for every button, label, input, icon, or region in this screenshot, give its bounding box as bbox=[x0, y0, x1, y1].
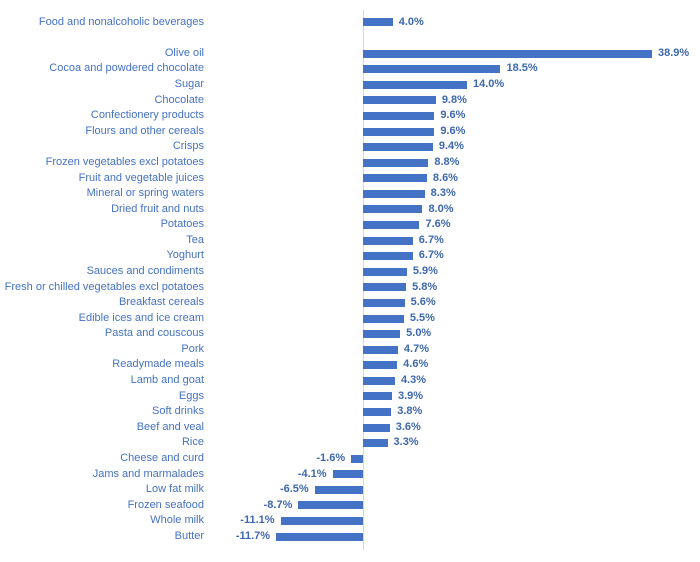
category-label: Fruit and vegetable juices bbox=[78, 171, 204, 184]
chart-row bbox=[0, 280, 700, 296]
bar bbox=[363, 346, 398, 354]
chart-row bbox=[0, 155, 700, 171]
category-label: Jams and marmalades bbox=[92, 467, 204, 480]
bar bbox=[363, 96, 436, 104]
bar bbox=[363, 408, 391, 416]
chart-row bbox=[0, 15, 700, 31]
category-label: Chocolate bbox=[154, 93, 204, 106]
category-label: Eggs bbox=[178, 389, 204, 402]
chart-row bbox=[0, 233, 700, 249]
chart-row bbox=[0, 171, 700, 187]
bar bbox=[363, 299, 405, 307]
category-label: Dried fruit and nuts bbox=[111, 202, 204, 215]
chart-row bbox=[0, 404, 700, 420]
value-label: 18.5% bbox=[506, 62, 538, 75]
value-label: 8.6% bbox=[432, 171, 458, 184]
category-label: Confectionery products bbox=[90, 109, 204, 122]
chart-row bbox=[0, 202, 700, 218]
value-label: 9.8% bbox=[441, 93, 467, 106]
bar bbox=[363, 205, 422, 213]
category-label: Potatoes bbox=[160, 218, 204, 231]
value-label: 5.6% bbox=[410, 296, 436, 309]
bar bbox=[363, 112, 434, 120]
bar bbox=[363, 128, 434, 136]
value-label: -11.7% bbox=[235, 529, 271, 542]
bar bbox=[363, 221, 419, 229]
bar bbox=[363, 18, 393, 26]
category-label: Olive oil bbox=[164, 46, 204, 59]
chart-row bbox=[0, 108, 700, 124]
bar bbox=[351, 455, 363, 463]
category-label: Yoghurt bbox=[166, 249, 204, 262]
bar bbox=[363, 237, 413, 245]
chart-row bbox=[0, 248, 700, 264]
value-label: 4.6% bbox=[403, 358, 429, 371]
bar bbox=[363, 377, 395, 385]
category-label: Beef and veal bbox=[136, 420, 204, 433]
value-label: 5.8% bbox=[412, 280, 438, 293]
chart-row bbox=[0, 295, 700, 311]
category-label: Butter bbox=[174, 529, 204, 542]
value-label: 3.9% bbox=[397, 389, 424, 402]
category-label: Low fat milk bbox=[145, 483, 204, 496]
value-label: -4.1% bbox=[297, 467, 327, 480]
chart-row bbox=[0, 342, 700, 358]
chart-row bbox=[0, 482, 700, 498]
chart-row bbox=[0, 389, 700, 405]
bar bbox=[363, 190, 425, 198]
bar bbox=[333, 470, 363, 478]
category-label: Whole milk bbox=[150, 514, 204, 527]
bar bbox=[363, 252, 413, 260]
chart-row bbox=[0, 420, 700, 436]
chart-row bbox=[0, 498, 700, 514]
bar bbox=[363, 50, 652, 58]
bar bbox=[363, 315, 404, 323]
value-label: 8.0% bbox=[428, 202, 454, 215]
chart-row bbox=[0, 529, 700, 545]
category-label: Edible ices and ice cream bbox=[78, 311, 204, 324]
value-label: 14.0% bbox=[473, 78, 505, 91]
bar bbox=[363, 174, 427, 182]
category-label: Sauces and condiments bbox=[86, 264, 204, 277]
value-label: 6.7% bbox=[418, 249, 444, 262]
category-label: Frozen seafood bbox=[127, 498, 204, 511]
bar bbox=[298, 501, 363, 509]
bar bbox=[363, 81, 467, 89]
chart-row bbox=[0, 217, 700, 233]
value-label: -6.5% bbox=[279, 483, 309, 496]
value-label: 9.6% bbox=[440, 124, 466, 137]
chart-row bbox=[0, 467, 700, 483]
chart-row bbox=[0, 139, 700, 155]
bar bbox=[363, 424, 390, 432]
bar bbox=[315, 486, 363, 494]
category-label: Sugar bbox=[174, 78, 204, 91]
category-label: Flours and other cereals bbox=[85, 124, 204, 137]
value-label: 6.7% bbox=[418, 233, 444, 246]
value-label: 3.8% bbox=[397, 405, 423, 418]
value-label: 8.8% bbox=[434, 155, 460, 168]
bar bbox=[363, 65, 500, 73]
chart-row bbox=[0, 373, 700, 389]
category-label: Pasta and couscous bbox=[104, 327, 204, 340]
category-label: Pork bbox=[181, 342, 204, 355]
value-label: 3.3% bbox=[393, 436, 419, 449]
category-label: Rice bbox=[181, 436, 204, 449]
value-label: 4.3% bbox=[400, 374, 427, 387]
chart-row bbox=[0, 186, 700, 202]
value-label: 7.6% bbox=[425, 218, 451, 231]
bar bbox=[281, 517, 363, 525]
category-label: Crisps bbox=[172, 140, 204, 153]
chart-row bbox=[0, 61, 700, 77]
category-label: Food and nonalcoholic beverages bbox=[38, 15, 204, 28]
value-label: 5.9% bbox=[412, 264, 438, 277]
chart-row bbox=[0, 93, 700, 109]
value-label: -11.1% bbox=[240, 514, 275, 527]
bar bbox=[363, 361, 397, 369]
value-label: 5.0% bbox=[406, 327, 432, 340]
bar bbox=[363, 143, 433, 151]
category-label: Cocoa and powdered chocolate bbox=[49, 62, 204, 75]
bar bbox=[363, 392, 392, 400]
chart-row bbox=[0, 46, 700, 62]
chart-row bbox=[0, 513, 700, 529]
bar bbox=[276, 533, 363, 541]
category-label: Fresh or chilled vegetables excl potatoes bbox=[4, 280, 204, 293]
category-label: Readymade meals bbox=[112, 358, 204, 371]
category-label: Mineral or spring waters bbox=[86, 187, 204, 200]
value-label: 4.0% bbox=[398, 15, 424, 28]
chart-row bbox=[0, 451, 700, 467]
value-label: -1.6% bbox=[316, 451, 346, 464]
bar bbox=[363, 439, 388, 447]
category-label: Frozen vegetables excl potatoes bbox=[45, 155, 204, 168]
value-label: 3.6% bbox=[395, 420, 421, 433]
chart-row bbox=[0, 124, 700, 140]
category-label: Breakfast cereals bbox=[119, 296, 204, 309]
bar bbox=[363, 159, 428, 167]
chart-row bbox=[0, 435, 700, 451]
category-label: Cheese and curd bbox=[120, 451, 204, 464]
bar bbox=[363, 330, 400, 338]
chart-row bbox=[0, 326, 700, 342]
value-label: 8.3% bbox=[430, 187, 456, 200]
category-label: Soft drinks bbox=[152, 405, 204, 418]
bar bbox=[363, 268, 407, 276]
chart-row bbox=[0, 264, 700, 280]
value-label: -8.7% bbox=[263, 498, 293, 511]
chart-row bbox=[0, 77, 700, 93]
value-label: 38.9% bbox=[658, 46, 690, 59]
value-label: 9.4% bbox=[438, 140, 464, 153]
value-label: 9.6% bbox=[440, 109, 466, 122]
category-label: Lamb and goat bbox=[130, 374, 204, 387]
bar bbox=[363, 283, 406, 291]
value-label: 5.5% bbox=[409, 311, 435, 324]
chart-row bbox=[0, 311, 700, 327]
category-label: Tea bbox=[186, 233, 204, 246]
chart-row bbox=[0, 357, 700, 373]
value-label: 4.7% bbox=[403, 342, 429, 355]
